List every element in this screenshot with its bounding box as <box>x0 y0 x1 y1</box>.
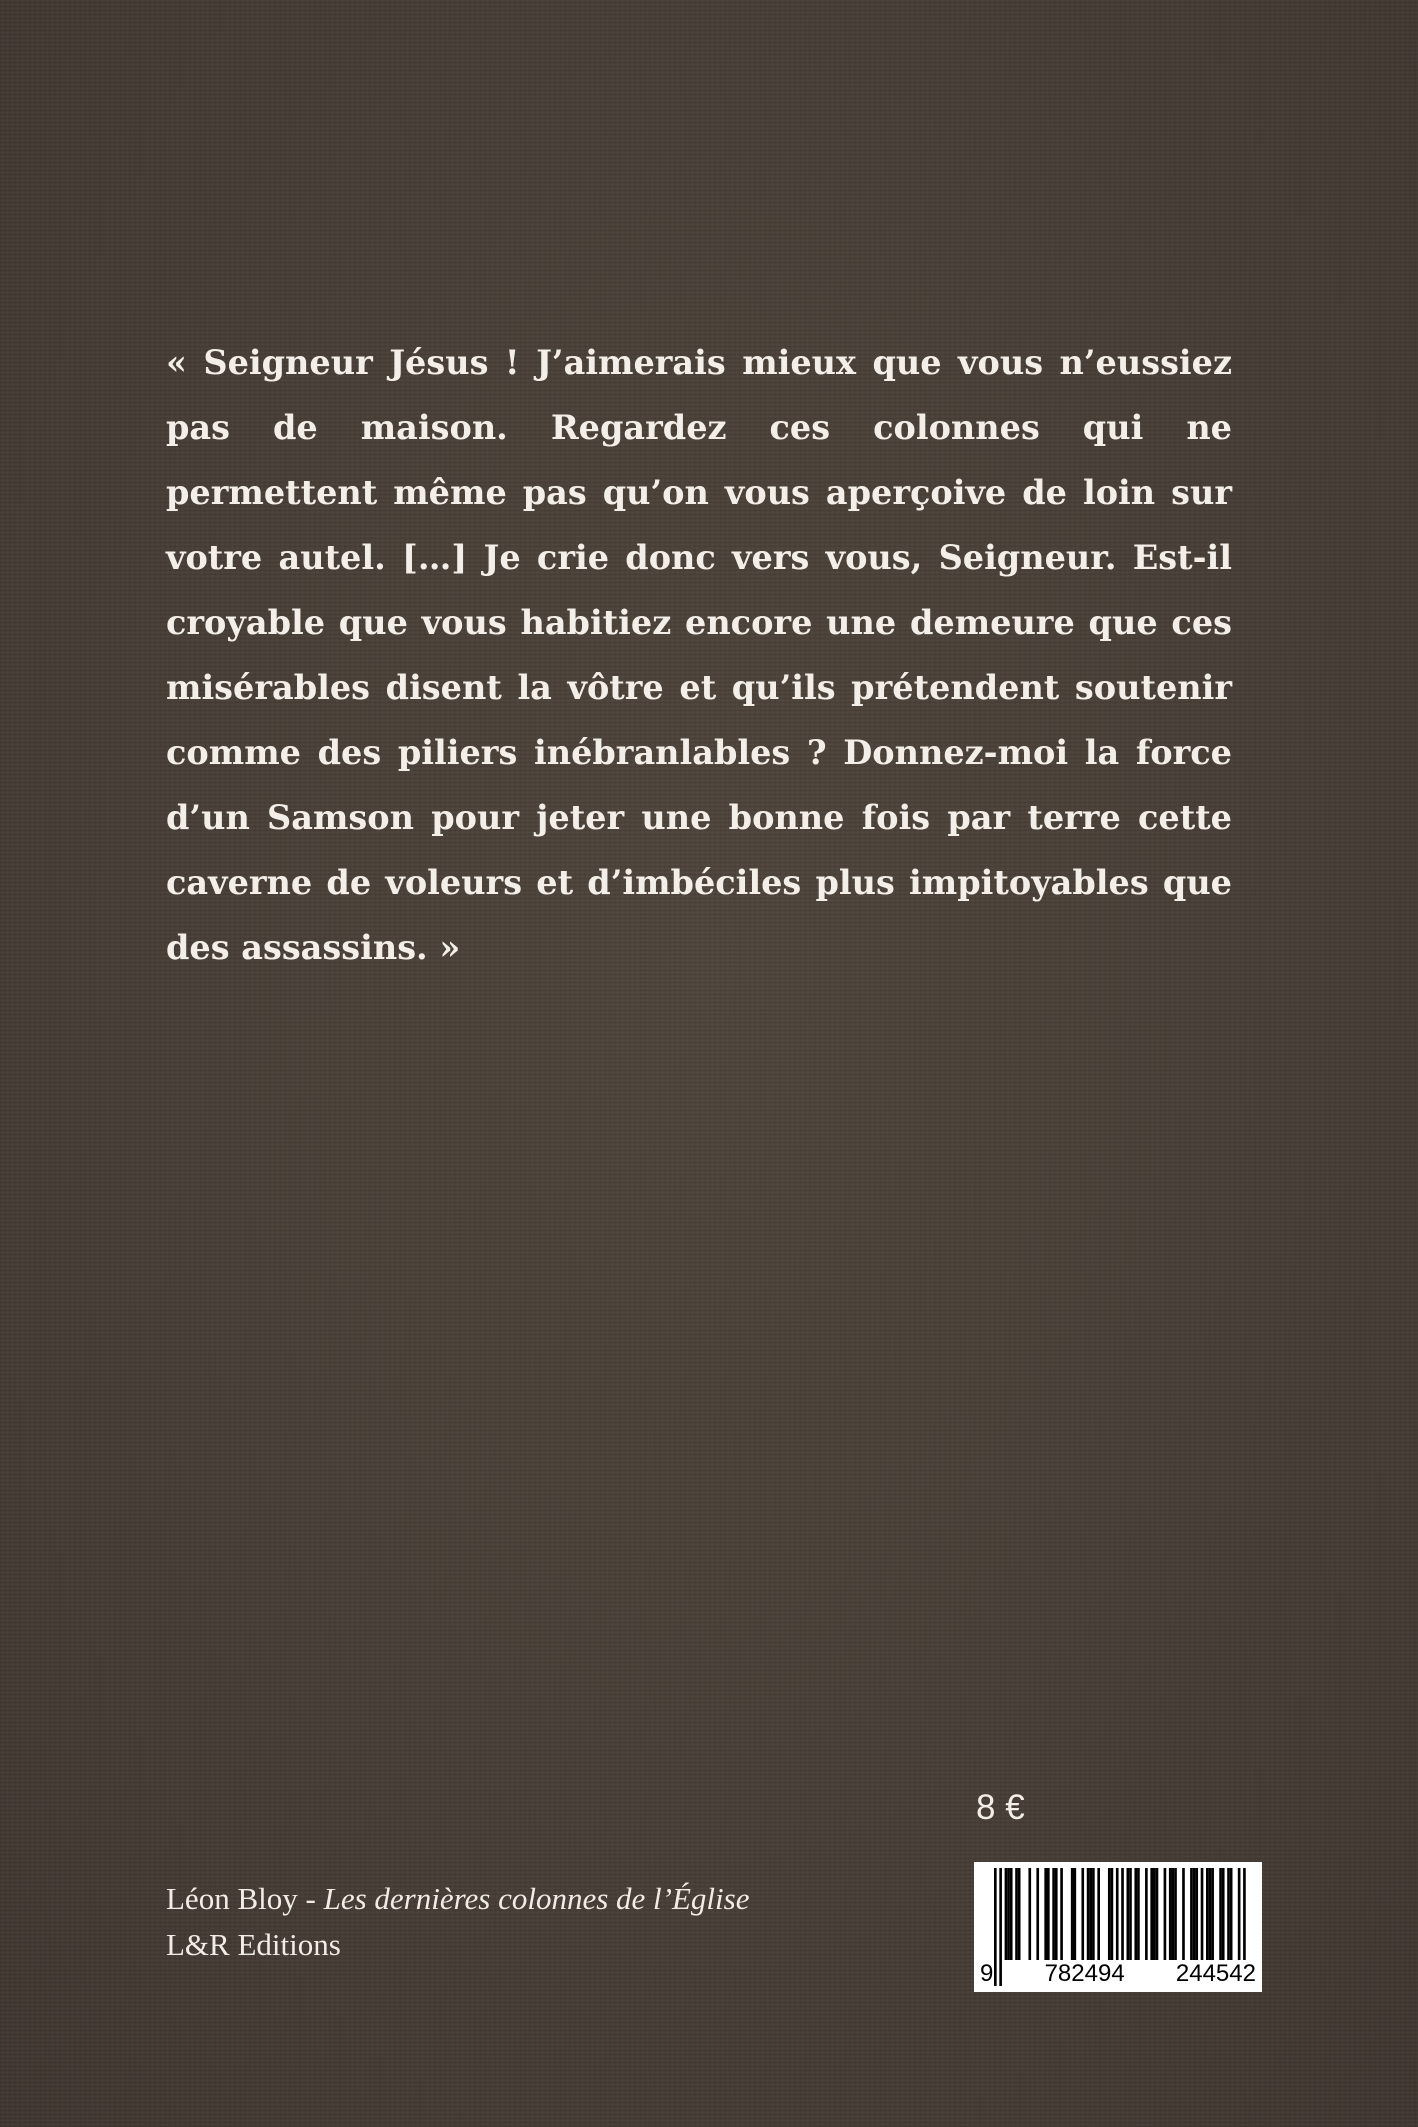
barcode-bar <box>1015 1868 1018 1960</box>
barcode-left-group: 782494 <box>1044 1960 1125 1987</box>
barcode-bar <box>1164 1868 1167 1960</box>
barcode-bar <box>1010 1868 1013 1960</box>
barcode-bar <box>1134 1868 1137 1960</box>
barcode-bar <box>1150 1868 1153 1960</box>
barcode-bar <box>1005 1868 1008 1960</box>
barcode-bar <box>1129 1868 1132 1960</box>
barcode-bar <box>1145 1868 1148 1960</box>
barcode-bar <box>1127 1868 1130 1960</box>
barcode-bar <box>1195 1868 1198 1960</box>
barcode-bar <box>1206 1868 1209 1960</box>
barcode-bar <box>1074 1868 1077 1960</box>
barcode-bar <box>1018 1868 1021 1960</box>
author-name: Léon Bloy <box>166 1881 298 1916</box>
barcode-bar <box>1137 1868 1140 1960</box>
barcode-bar <box>1174 1868 1177 1960</box>
barcode-bar <box>1153 1868 1156 1960</box>
book-title: Les dernières colonnes de l’Église <box>323 1881 750 1916</box>
barcode-right-group: 244542 <box>1175 1960 1256 1987</box>
barcode-bar <box>1201 1868 1204 1960</box>
barcode-bar <box>1047 1868 1050 1960</box>
credit-separator: - <box>297 1881 324 1916</box>
barcode-bar <box>1097 1868 1100 1960</box>
barcode-bar <box>1087 1868 1090 1960</box>
barcode-bar <box>1060 1868 1063 1960</box>
author-title-line <box>166 1876 749 1922</box>
price-label: 8 € <box>976 1788 1025 1827</box>
barcode-bar <box>1092 1868 1095 1960</box>
back-cover-quote: « Seigneur Jésus ! J’aimerais mieux que vous n’eussiez pas de maison. Regardez ces colonnes qui ne permettent même pas qu’on vous aperçoive de loin sur votre autel. […] Je crie donc vers vous, Seigneur. Est-il croyable que vous habitiez encore une demeure que ces misérables disent la vôtre et qu’ils prétendent soutenir comme des piliers inébranlables ? Donnez-moi la force d’un Samson pour jeter une bonne fois par terre cette caverne de voleurs et d’imbéciles plus impitoyables que des assassins. » <box>166 343 1232 967</box>
barcode-bar <box>1182 1868 1185 1960</box>
barcode-bar <box>1209 1868 1212 1960</box>
barcode-bar <box>1111 1868 1114 1960</box>
barcode-bar <box>1007 1868 1010 1960</box>
barcode-bar <box>1071 1868 1074 1960</box>
barcode-bar <box>1190 1868 1193 1960</box>
barcode-bar <box>1169 1868 1172 1960</box>
barcode-digits <box>980 1960 1256 1988</box>
barcode-bar <box>1052 1868 1055 1960</box>
barcode-bar <box>1044 1868 1047 1960</box>
barcode-bar <box>1219 1868 1222 1960</box>
barcode-bar <box>1156 1868 1159 1960</box>
publisher-name: L&R Editions <box>166 1927 341 1962</box>
barcode-bar <box>1193 1868 1196 1960</box>
barcode-bar <box>1055 1868 1058 1960</box>
barcode-lead-digit: 9 <box>980 1960 994 1987</box>
barcode-bar <box>1028 1868 1031 1960</box>
barcode-bar <box>1089 1868 1092 1960</box>
barcode-bar <box>1222 1868 1225 1960</box>
barcode-bar <box>1108 1868 1111 1960</box>
barcode-bar <box>1081 1868 1084 1960</box>
barcode-bar <box>1036 1868 1039 1960</box>
isbn-barcode <box>974 1862 1262 1992</box>
barcode-bar <box>1211 1868 1214 1960</box>
barcode-bar <box>1227 1868 1230 1960</box>
barcode-bar <box>1172 1868 1175 1960</box>
barcode-bar <box>1230 1868 1233 1960</box>
credits-block <box>166 1876 749 1968</box>
